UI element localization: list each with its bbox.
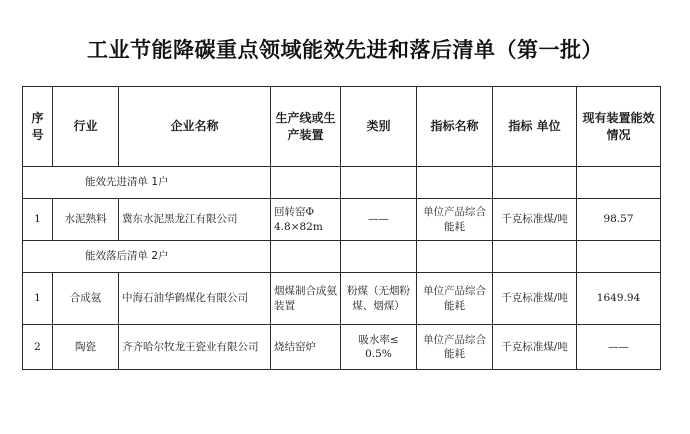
section-row-advanced [23, 167, 661, 199]
header-indicator: 指标名称 [417, 87, 493, 167]
cell-category: —— [341, 199, 417, 241]
section-label: 能效先进清单 1户 [23, 167, 271, 199]
header-line: 生产线或生产装置 [271, 87, 341, 167]
efficiency-table [22, 86, 661, 370]
cell-unit: 千克标准煤/吨 [493, 199, 577, 241]
cell-industry: 水泥熟料 [53, 199, 119, 241]
cell-industry: 合成氨 [53, 273, 119, 325]
cell-company: 冀东水泥黑龙江有限公司 [119, 199, 271, 241]
cell-no: 2 [23, 325, 53, 370]
cell-value: —— [577, 325, 661, 370]
header-category: 类别 [341, 87, 417, 167]
cell-line: 烟煤制合成氨装置 [271, 273, 341, 325]
header-unit: 指标 单位 [493, 87, 577, 167]
cell-no: 1 [23, 273, 53, 325]
cell-indicator: 单位产品综合能耗 [417, 199, 493, 241]
cell-no: 1 [23, 199, 53, 241]
cell-value: 98.57 [577, 199, 661, 241]
cell-line: 烧结窑炉 [271, 325, 341, 370]
cell-company: 中海石油华鹤煤化有限公司 [119, 273, 271, 325]
table-row [23, 273, 661, 325]
header-row [23, 87, 661, 167]
header-company: 企业名称 [119, 87, 271, 167]
cell-value: 1649.94 [577, 273, 661, 325]
section-row-lagging [23, 241, 661, 273]
cell-company: 齐齐哈尔牧龙王瓷业有限公司 [119, 325, 271, 370]
cell-line: 回转窑Φ 4.8×82m [271, 199, 341, 241]
header-no: 序号 [23, 87, 53, 167]
section-label: 能效落后清单 2户 [23, 241, 271, 273]
cell-unit: 千克标准煤/吨 [493, 273, 577, 325]
cell-category: 吸水率≤ 0.5% [341, 325, 417, 370]
document-title: 工业节能降碳重点领域能效先进和落后清单（第一批） [87, 38, 603, 62]
table-row [23, 199, 661, 241]
cell-unit: 千克标准煤/吨 [493, 325, 577, 370]
table-row [23, 325, 661, 370]
cell-indicator: 单位产品综合能耗 [417, 325, 493, 370]
cell-indicator: 单位产品综合能耗 [417, 273, 493, 325]
cell-category: 粉煤（无烟粉煤、烟煤） [341, 273, 417, 325]
header-industry: 行业 [53, 87, 119, 167]
cell-industry: 陶瓷 [53, 325, 119, 370]
header-value: 现有装置能效情况 [577, 87, 661, 167]
